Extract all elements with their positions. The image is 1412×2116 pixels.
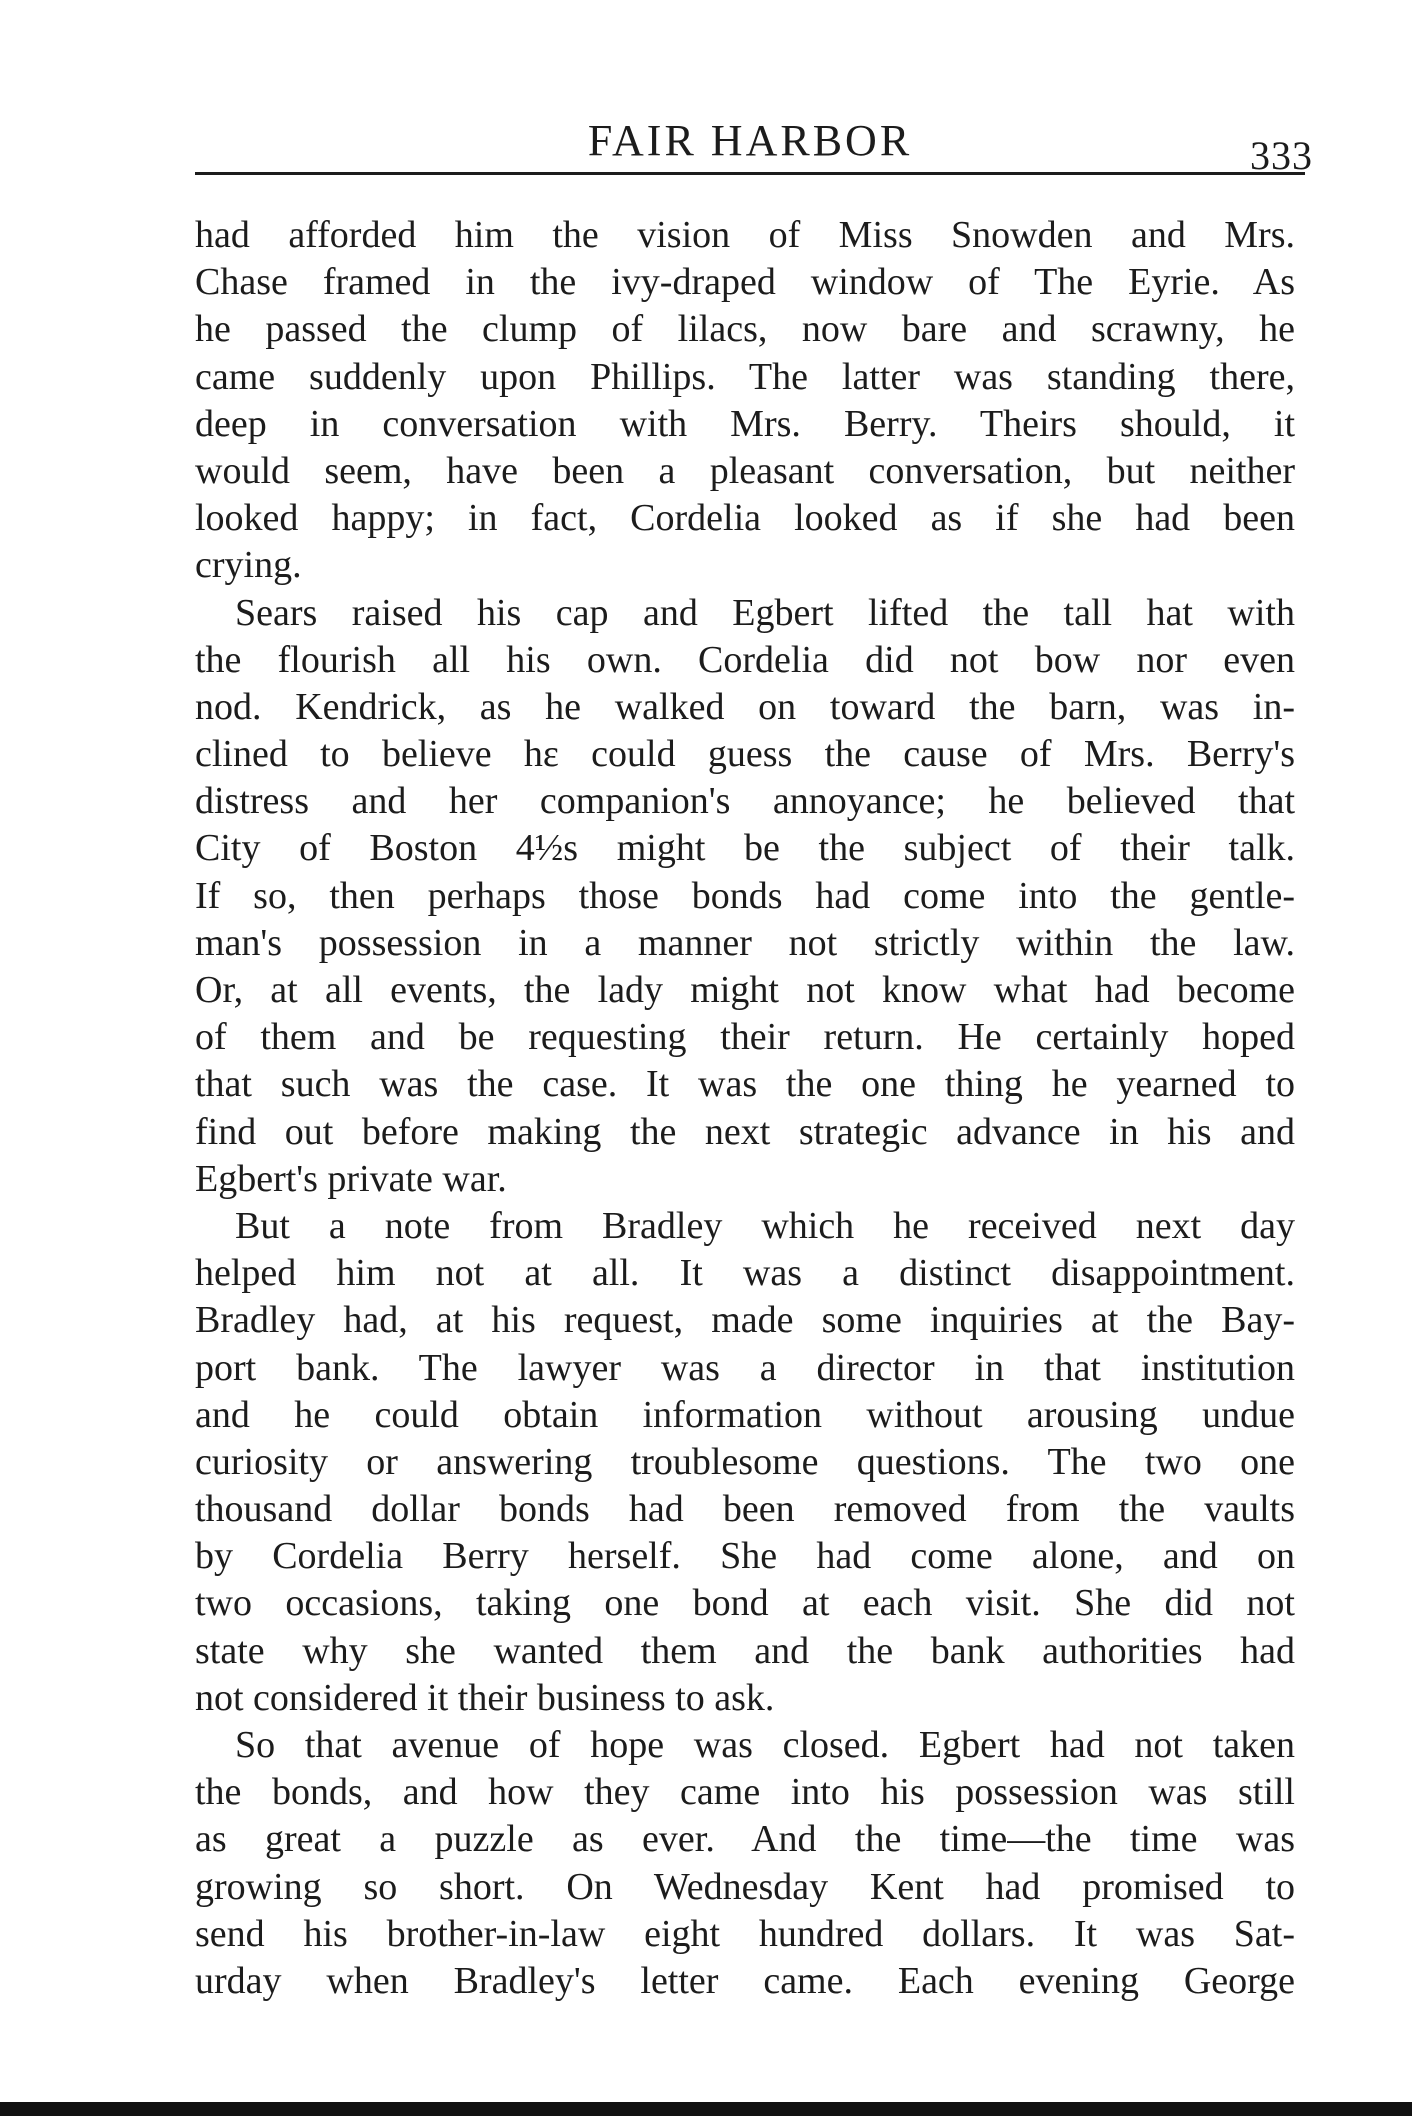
body-text bbox=[195, 212, 1295, 2005]
text-line: nod. Kendrick, as he walked on toward the barn, was in- bbox=[195, 685, 1295, 728]
text-line: thousand dollar bonds had been removed from the vaults bbox=[195, 1488, 1295, 1531]
text-line: clined to believe hε could guess the cause of Mrs. Berry's bbox=[195, 733, 1295, 776]
page-number: 333 bbox=[1250, 133, 1313, 178]
text-line: If so, then perhaps those bonds had come into the gentle- bbox=[195, 874, 1295, 917]
text-line: that such was the case. It was the one thing he yearned to bbox=[195, 1063, 1295, 1106]
text-line: the flourish all his own. Cordelia did not bow nor even bbox=[195, 638, 1295, 681]
text-line: state why she wanted them and the bank authorities had bbox=[195, 1629, 1295, 1672]
text-line: of them and be requesting their return. He certainly hoped bbox=[195, 1016, 1295, 1059]
text-line: came suddenly upon Phillips. The latter was standing there, bbox=[195, 355, 1295, 398]
text-line: port bank. The lawyer was a director in that institution bbox=[195, 1346, 1295, 1389]
text-line: helped him not at all. It was a distinct disappointment. bbox=[195, 1252, 1295, 1295]
text-line: curiosity or answering troublesome questions. The two one bbox=[195, 1440, 1295, 1483]
text-line: distress and her companion's annoyance; he believed that bbox=[195, 780, 1295, 823]
running-head bbox=[195, 110, 1313, 180]
text-line: deep in conversation with Mrs. Berry. Theirs should, it bbox=[195, 402, 1295, 445]
text-line: looked happy; in fact, Cordelia looked as if she had been bbox=[195, 497, 1295, 540]
text-line: the bonds, and how they came into his possession was still bbox=[195, 1771, 1295, 1814]
text-line: Chase framed in the ivy-draped window of The Eyrie. As bbox=[195, 261, 1295, 304]
text-line: two occasions, taking one bond at each visit. She did not bbox=[195, 1582, 1295, 1625]
text-line: find out before making the next strategic advance in his and bbox=[195, 1110, 1295, 1153]
text-line: by Cordelia Berry herself. She had come alone, and on bbox=[195, 1535, 1295, 1578]
text-line: send his brother-in-law eight hundred dollars. It was Sat- bbox=[195, 1912, 1295, 1955]
text-line: not considered it their business to ask. bbox=[195, 1676, 775, 1719]
text-line: growing so short. On Wednesday Kent had promised to bbox=[195, 1865, 1295, 1908]
running-title: FAIR HARBOR bbox=[587, 116, 913, 165]
text-line: So that avenue of hope was closed. Egbert had not taken bbox=[235, 1724, 1295, 1766]
text-line: Egbert's private war. bbox=[195, 1157, 507, 1200]
text-line: man's possession in a manner not strictly within the law. bbox=[195, 921, 1295, 964]
text-line: urday when Bradley's letter came. Each evening George bbox=[195, 1959, 1295, 2002]
text-line: City of Boston 4½s might be the subject of their talk. bbox=[195, 827, 1295, 870]
text-line: had afforded him the vision of Miss Snowden and Mrs. bbox=[195, 214, 1295, 256]
text-line: and he could obtain information without arousing undue bbox=[195, 1393, 1295, 1436]
text-line: Bradley had, at his request, made some inquiries at the Bay- bbox=[195, 1299, 1295, 1342]
text-line: Or, at all events, the lady might not know what had become bbox=[195, 969, 1295, 1011]
text-line: as great a puzzle as ever. And the time—the time was bbox=[195, 1818, 1295, 1861]
text-line: he passed the clump of lilacs, now bare and scrawny, he bbox=[195, 308, 1295, 351]
text-line: would seem, have been a pleasant conversation, but neither bbox=[195, 449, 1295, 492]
page-bottom-edge bbox=[0, 2102, 1412, 2116]
header-rule bbox=[195, 172, 1305, 175]
text-line: Sears raised his cap and Egbert lifted the tall hat with bbox=[235, 591, 1295, 634]
text-line: crying. bbox=[195, 544, 302, 587]
text-line: But a note from Bradley which he received next day bbox=[235, 1204, 1295, 1247]
